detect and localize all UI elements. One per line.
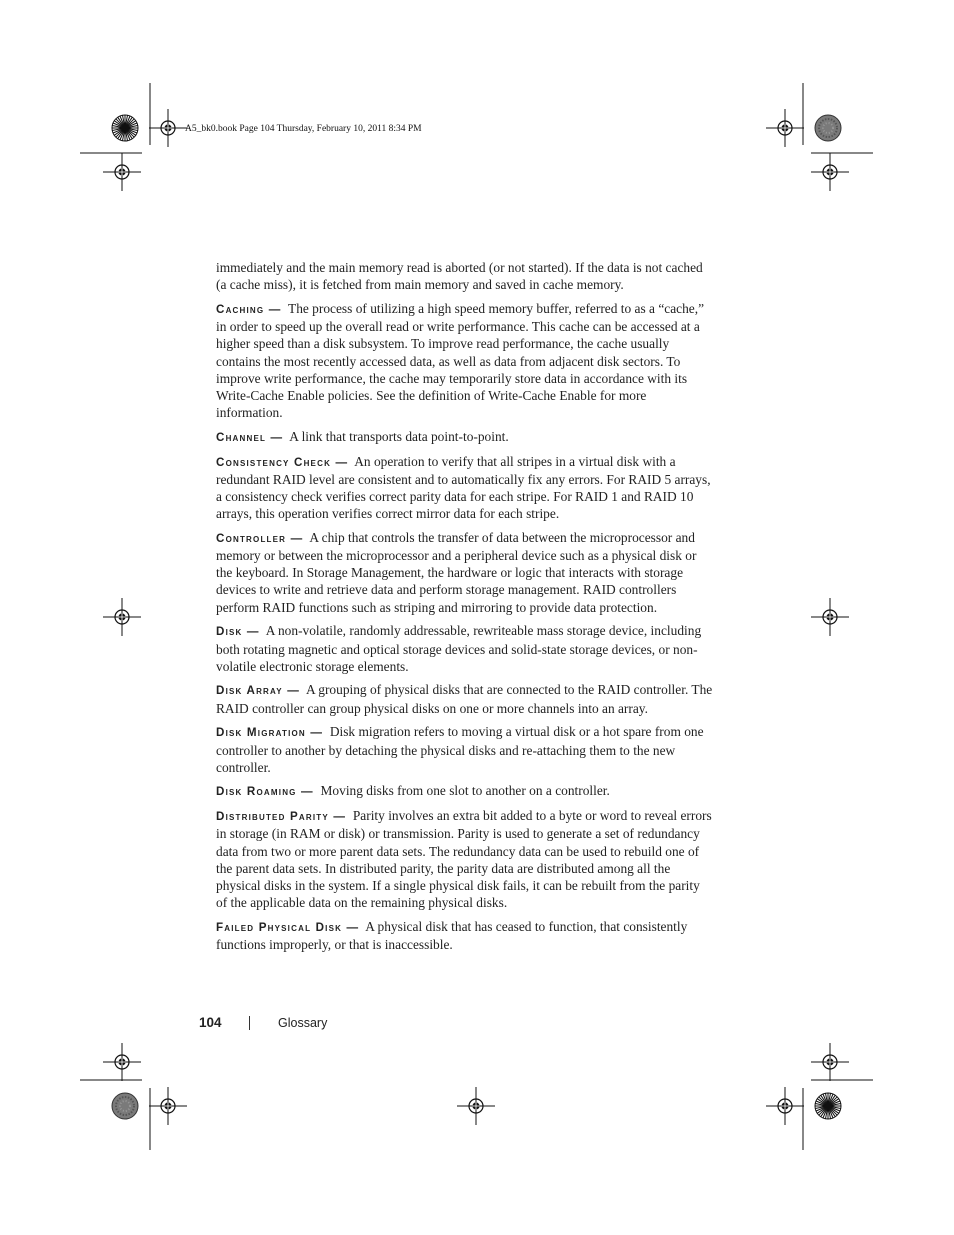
glossary-entry (216, 453, 714, 523)
footer-divider (249, 1016, 250, 1030)
glossary-definition: Moving disks from one slot to another on a controller. (320, 783, 610, 799)
glossary-entry (216, 782, 714, 800)
starburst-mark-icon (112, 115, 138, 141)
glossary-definition: Parity involves an extra bit added to a byte or word to reveal errors in storage (in RAM or disk) or transmission. Parity is used to generate a set of redundancy data from two or more parent data sets. The redundancy data can be used to rebuild one of the parent data sets. In distributed parity, the parity data are distributed among all the physical disks in the system. If a single physical disk fails, it can be rebuilt from the parity of the applicable data on the remaining physical disks. (216, 808, 712, 911)
glossary-term: Disk Roaming — (216, 785, 314, 799)
registration-mark-icon (103, 153, 141, 191)
glossary-term: Distributed Parity — (216, 810, 347, 824)
registration-mark-icon (811, 598, 849, 636)
glossary-entry (216, 428, 714, 446)
registration-mark-icon (457, 1087, 495, 1125)
glossary-entry (216, 918, 714, 953)
registration-mark-icon (103, 598, 141, 636)
glossary-entry (216, 529, 714, 616)
registration-mark-icon (766, 109, 804, 147)
glossary-entry (216, 681, 714, 716)
glossary-definition: A chip that controls the transfer of data between the microprocessor and memory or between the microprocessor and a peripheral device such as a physical disk or the keyboard. In Storage Management, the hardware or logic that interacts with storage devices to write and retrieve data and perform storage management. RAID controllers perform RAID functions such as striping and mirroring to provide data protection. (216, 529, 697, 615)
glossary-term: Controller — (216, 531, 304, 545)
glossary-definition: The process of utilizing a high speed memory buffer, referred to as a “cache,” in order to speed up the overall read or write performance. This cache can be accessed at a higher speed than a disk subsystem. To improve read performance, the cache usually contains the most recently accessed data, as well as data from adjacent disk sectors. To improve write performance, the cache may temporarily store data in accordance with its Write-Cache Enable policies. See the definition of Write-Cache Enable for more information. (216, 300, 705, 421)
print-slug: A5_bk0.book Page 104 Thursday, February 10, 2011 8:34 PM (185, 124, 422, 134)
registration-mark-icon (811, 1043, 849, 1081)
glossary-term: Failed Physical Disk — (216, 920, 360, 934)
glossary-definition: A grouping of physical disks that are connected to the RAID controller. The RAID controller can group physical disks on one or more channels into an array. (216, 682, 713, 716)
continuation-paragraph: immediately and the main memory read is aborted (or not started). If the data is not cached (a cache miss), it is fetched from main memory and saved in cache memory. (216, 260, 703, 293)
page-number: 104 (199, 1015, 222, 1030)
section-name: Glossary (278, 1016, 328, 1030)
registration-mark-icon (766, 1087, 804, 1125)
starburst-mark-icon (815, 1093, 841, 1119)
registration-mark-icon (149, 1087, 187, 1125)
glossary-term: Caching — (216, 302, 282, 316)
gray-target-icon (815, 115, 841, 141)
glossary-term: Disk Migration — (216, 726, 324, 740)
glossary-definition: A non-volatile, randomly addressable, rewriteable mass storage device, including both rotating magnetic and optical storage devices and solid-state storage devices, or non-volatile electronic storage elements. (216, 623, 702, 674)
glossary-entry (216, 723, 714, 776)
glossary-term: Channel — (216, 430, 284, 444)
glossary-term: Disk Array — (216, 684, 301, 698)
glossary-content (216, 259, 714, 960)
glossary-entry (216, 807, 714, 911)
registration-mark-icon (811, 153, 849, 191)
glossary-definition: A link that transports data point-to-point. (289, 428, 509, 444)
glossary-definition: A physical disk that has ceased to function, that consistently functions improperly, or that is inaccessible. (216, 918, 688, 953)
gray-target-icon (112, 1093, 138, 1119)
glossary-definition: Disk migration refers to moving a virtual disk or a hot spare from one controller to another by detaching the physical disks and re-attaching them to the new controller. (216, 724, 704, 775)
glossary-term: Disk — (216, 625, 260, 639)
registration-mark-icon (149, 109, 187, 147)
glossary-term: Consistency Check — (216, 455, 349, 469)
registration-mark-icon (103, 1043, 141, 1081)
glossary-entry (216, 622, 714, 675)
glossary-entry (216, 300, 714, 421)
glossary-definition: An operation to verify that all stripes in a virtual disk with a redundant RAID level are consistent and to automatically fix any errors. For RAID 5 arrays, a consistency check verifies correct parity data for each stripe. For RAID 1 and RAID 10 arrays, this operation verifies correct mirror data for each stripe. (216, 453, 711, 522)
